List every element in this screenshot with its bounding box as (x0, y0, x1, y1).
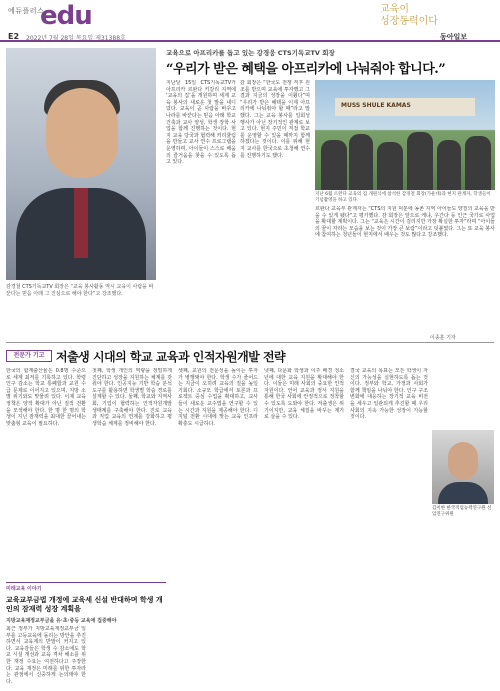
portrait-caption: 감경철 CTS기독교TV 회장은 “교육 봉사활동 역시 교육이 사람을 바꾼다는 믿음 아래 그 진심으로 해야 한다”고 강조했다. (6, 284, 154, 297)
column-body-col-4: 넷째, 다문화 학생과 이주 배경 청소년에 대한 교육 지원을 확대해야 한다. 이들은 미래 사회의 중요한 인적자원이다. 언어 교육과 정서 지원을 통해 한국 사회에 안정적으로 정착할 수 있도록 도와야 한다. 저출생은 위기이지만, 교육 체질을 바꾸는 계기로 삼을 수 있다. (264, 368, 344, 421)
column-body-col-2: 첫째, 학생 개인의 역량을 정밀하게 진단하고 성장을 지원하는 체계를 갖춰야 한다. 인공지능 기반 학습 분석 도구를 활용하면 학생별 학습 경로를 설계할 수 있다. 둘째, 학교와 지역사회, 기업이 협력하는 인적자원개발 생태계를 구축해야 한다. 진로 교육과 직업 교육의 연계를 강화하고 평생학습 체계를 정비해야 한다. (92, 368, 172, 427)
slogan-line-1: 교육이 (380, 4, 409, 15)
masthead (0, 0, 500, 42)
column-body-col-5: 결국 교육의 목표는 모든 학생이 자신의 가능성을 실현하도록 돕는 것이다. 정부와 학교, 가정과 사회가 함께 책임을 나눠야 한다. 인구 구조 변화에 대응하는 장기적 교육 비전을 세우고 일관되게 추진할 때 우리 사회의 지속 가능한 성장이 가능할 것이다. (350, 368, 428, 421)
brand-logo: edu (40, 1, 92, 31)
feature-body-col-1: 지난달 15일 CTS기독교TV가 아프리카 르완다 키갈리 지역에 ‘교육의 집’을 개원하며 세계 교육 봉사의 새로운 첫 발을 내디뎠다. 교육이 곧 사람을 바꾸고 나라를 바꾼다는 믿음 아래 학교 건축과 교사 양성, 학생 장학 사업을 함께 진행하는 것이다. 현지 교육 당국과 협력해 커리큘럼을 만들고 교사 연수 프로그램을 운영하며, 아이들이 스스로 배움의 즐거움을 찾을 수 있도록 돕고 있다. (166, 80, 236, 166)
sidebar-subtitle: 지방교육재정교부금을 유·초·중등 교육에 집중해야 (6, 618, 117, 624)
event-photo-caption: 지난 6월 르완다 교육의 집 개원식에 참석한 감경철 회장(가운데)과 현지 관계자, 학생들이 기념촬영을 하고 있다. (315, 192, 491, 203)
event-photo (315, 80, 495, 190)
sidebar-tag: 미래교육 이야기 (6, 586, 42, 592)
author-mugshot (432, 430, 494, 504)
slogan-line-2: 성장동력이다 (380, 16, 438, 27)
sidebar-title: 교육교부금법 개정에 교육세 신설 반대하며 학생 개인의 잠재력 성장 계획을 (6, 596, 163, 613)
feature-body-col-2: 감 회장은 “한국도 전쟁 직후 원조를 받으며 교육에 투자했고 그 결과 지금의 성장을 이뤘다”며 “우리가 받은 혜택을 이제 아프리카에 나눠줘야 할 때”라고 말했다. 그는 교육 봉사를 일회성 행사가 아닌 장기적인 관계로 보고 있다. 현지 주민이 직접 학교를 운영할 수 있을 때까지 함께하겠다는 것이다. 이를 위해 현지 교사를 한국으로 초청해 연수를 진행하기도 했다. (240, 80, 310, 159)
feature-body-col-3: 르완다 교육부 관계자는 “CTS의 지원 덕분에 농촌 지역 아이들도 양질의 교육을 받을 수 있게 됐다”고 평가했다. 감 회장은 앞으로 케냐, 우간다 등 인근 국가로 사업을 확대할 계획이다. 그는 “교육은 시간이 걸리지만 가장 확실한 투자”라며 “아이들의 꿈이 자라는 모습을 보는 것이 가장 큰 보람”이라고 덧붙였다. 그는 또 교육 봉사에 참여하는 청년들이 현지에서 배우는 것도 많다고 강조했다. (315, 206, 495, 239)
dateline: 2022년 7월 28일 목요일 제31388호 (26, 35, 126, 42)
brand-small: 에듀플러스 (8, 7, 45, 15)
author-caption: 김이한 한국직업능력연구원 선임연구위원 (432, 506, 492, 517)
column-body-col-1: 한국의 합계출산율은 0.8명 수준으로 세계 최저를 기록하고 있다. 학령인구 감소는 학교 통폐합과 교원 수급 문제로 이어지고 있으며, 지방 소멸 위기와도 맞물려 있다. 이제 교육 정책은 양적 확대가 아닌 질적 전환을 모색해야 한다. 한 명 한 명의 학생이 지닌 잠재력을 최대한 끌어내는 맞춤형 교육이 필요하다. (6, 368, 86, 427)
sidebar-body: 최근 정부가 지방교육재정교부금 일부를 고등교육에 돌리는 방안을 추진하면서 교육계의 반발이 커지고 있다. 교육감들은 학생 수 감소에도 학교 시설 개선과 교육 격차 해소를 위한 재정 수요는 여전하다고 주장한다. 교육 재정은 미래를 위한 투자라는 관점에서 신중하게 논의돼야 한다. (6, 626, 86, 685)
portrait-photo (6, 48, 156, 280)
feature-byline: 이종훈 기자 (430, 335, 456, 341)
slogan (380, 4, 438, 28)
column-body-col-3: 셋째, 교원의 전문성을 높이는 투자가 병행돼야 한다. 학생 수가 줄어드는 지금이 오히려 교육의 질을 높일 기회다. 소규모 학급에서 토론과 프로젝트 중심 수업을 확대하고, 교사들이 새로운 교수법을 연구할 수 있는 시간과 지원을 제공해야 한다. 디지털 전환 시대에 맞는 교육 인프라 확충도 시급하다. (178, 368, 258, 427)
newspaper-name: 동아일보 (440, 33, 468, 41)
column-headline: 저출생 시대의 학교 교육과 인적자원개발 전략 (56, 350, 286, 364)
photo-banner-text: MUSS SHULE KAMAS (341, 102, 411, 109)
page-number: E2 (8, 32, 20, 41)
feature-headline: “우리가 받은 혜택을 아프리카에 나눠줘야 합니다.” (166, 62, 446, 77)
feature-subhead: 교육으로 아프리카를 돕고 있는 강경웅 CTS기독교TV 회장 (166, 49, 335, 57)
section-divider (6, 342, 494, 343)
column-tag: 전문가 기고 (6, 350, 52, 362)
